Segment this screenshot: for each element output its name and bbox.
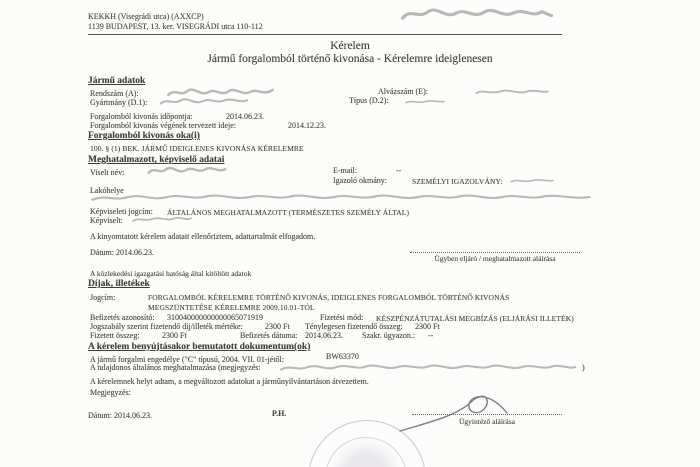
redaction-scribble — [158, 95, 250, 107]
field-label-alvazszam: Alvázszám (E): — [378, 87, 428, 96]
field-label-kivonas-vege: Forgalomból kivonás végének tervezett ideje: — [90, 121, 237, 130]
section-heading-fees: Díjak, illetékek — [88, 279, 150, 289]
section-heading-representative: Meghatalmazott, képviselő adatai — [88, 155, 225, 165]
field-value-fizetesi-mod: KÉSZPÉNZÁTUTALÁSI MEGBÍZÁS (ELJÁRÁSI ILLETÉK) — [376, 314, 574, 323]
field-label-tenylegesen: Ténylegesen fizetendő összeg: — [305, 322, 403, 331]
field-label-viselt-nev: Viselt név: — [90, 168, 125, 177]
form-subtitle: Jármű forgalomból történő kivonása - Kérelemre ideiglenesen — [207, 53, 493, 65]
redaction-scribble — [398, 4, 556, 22]
field-label-fizetett: Fizetett összeg: — [90, 331, 140, 340]
document-2-label: A tulajdonos általános meghatalmazása (megjegyzés: — [90, 363, 261, 372]
signature-caption-representative: Ügyben eljáró / meghatalmazott aláírása — [434, 254, 556, 263]
section-heading-reason: Forgalomból kivonás oka(i) — [88, 131, 200, 141]
field-label-lakohelye: Lakóhelye — [90, 186, 124, 195]
field-label-tipus: Típus (D.2): — [349, 96, 389, 105]
field-label-fizetesi-mod: Fizetési mód: — [320, 313, 364, 322]
signature-line-clerk — [412, 414, 562, 415]
document-1-value: BW63370 — [326, 352, 359, 361]
form-title: Kérelem — [330, 40, 370, 52]
field-value-befizetes-datuma: 2014.06.23. — [305, 331, 343, 340]
field-value-jogszabaly: 2300 Ft — [265, 322, 290, 331]
redaction-scribble — [474, 86, 550, 97]
clerk-signature — [396, 390, 514, 434]
field-label-jogcim: Jogcím: — [90, 293, 116, 302]
field-value-tenylegesen: 2300 Ft — [415, 322, 440, 331]
field-label-megjegyzes: Megjegyzés: — [90, 388, 131, 397]
office-name: KEKKH (Visegrádi utca) (AXXCP) — [88, 12, 204, 21]
field-label-email: E-mail: — [333, 166, 357, 175]
field-label-kivonas-idopontja: Forgalomból kivonás időpontja: — [90, 112, 193, 121]
field-label-igazolo-okmany: Igazoló okmány: — [333, 176, 387, 185]
field-value-jogcim-line1: FORGALOMBÓL KÉRELEMRE TÖRTÉNŐ KIVONÁS, IDEIGLENES FORGALOMBÓL TÖRTÉNŐ KIVONÁS — [148, 293, 510, 302]
seal-placeholder-label: P.H. — [272, 409, 287, 418]
field-value-igazolo-okmany: SZEMÉLYI IGAZOLVÁNY: — [412, 177, 503, 186]
section-heading-documents: A kérelem benyújtásakor bemutatott dokumentum(ok) — [88, 342, 311, 352]
reason-text: 100. § (1) BEK. JÁRMŰ IDEIGLENES KIVONÁSA KÉRELEMRE — [90, 144, 304, 153]
field-label-rendszam: Rendszám (A): — [90, 89, 139, 98]
field-label-gyartmany: Gyártmány (D.1): — [90, 98, 148, 107]
field-label-szakr: Szakr. ügyazon.: — [362, 331, 416, 340]
field-value-kepviseleti-jogcim: ÁLTALÁNOS MEGHATALMAZOTT (TERMÉSZETES SZEMÉLY ÁLTAL) — [167, 208, 410, 217]
field-value-kivonas-vege: 2014.12.23. — [288, 121, 326, 130]
redaction-scribble — [509, 176, 555, 185]
field-label-befizetes-azonosito: Befizetés azonosító: — [90, 313, 155, 322]
office-address: 1139 BUDAPEST, 13. ker. VISEGRÁDI utca 110-112 — [88, 22, 263, 31]
confirm-statement: A kinyomtatott kérelem adatait ellenőriztem, adattartalmát elfogadom. — [90, 232, 316, 241]
document-1-label: A jármű forgalmi engedélye ("C" típusú, 2004. VII. 01-jétől: — [90, 355, 284, 364]
signature-line-representative — [410, 252, 580, 253]
redaction-scribble-address — [88, 191, 594, 203]
field-value-jogcim-line2: MEGSZÜNTETÉSE KÉRELEMRE 2009.10.01-TÓL — [148, 303, 315, 312]
field-label-jogszabaly: Jogszabály szerint fizetendő díj/illeték mértéke: — [90, 322, 243, 331]
field-label-kepviselt: Képviselt: — [90, 216, 123, 225]
representative-date: Dátum: 2014.06.23. — [90, 248, 154, 257]
field-value-szakr: -- — [428, 331, 434, 340]
field-value-kivonas-idopontja: 2014.06.23. — [226, 112, 264, 121]
authority-note: A közlekedési igazgatási hatóság által kitöltött adatok — [90, 269, 252, 278]
field-label-kepviseleti-jogcim: Képviseleti jogcím: — [90, 207, 153, 216]
field-value-befizetes-azonosito: 310040000000000065071919 — [167, 313, 263, 322]
header-divider — [88, 34, 562, 35]
redaction-scribble — [146, 163, 228, 177]
signature-caption-clerk: Ügyintéző aláírása — [458, 417, 515, 426]
field-value-email: -- — [396, 166, 402, 175]
field-value-fizetett: 2300 Ft — [162, 331, 187, 340]
redaction-scribble — [278, 361, 578, 373]
footer-date: Dátum: 2014.06.23. — [88, 411, 152, 420]
document-2-suffix: ) — [582, 363, 585, 372]
redaction-scribble — [404, 97, 446, 106]
field-label-befizetes-datuma: Befizetés dátuma: — [240, 331, 298, 340]
redaction-scribble — [131, 214, 193, 224]
section-heading-vehicle: Jármű adatok — [88, 76, 146, 86]
grant-statement: A kérelemnek helyt adtam, a megváltozott adatokat a járműnyilvántartáson átvezettem. — [90, 377, 369, 386]
